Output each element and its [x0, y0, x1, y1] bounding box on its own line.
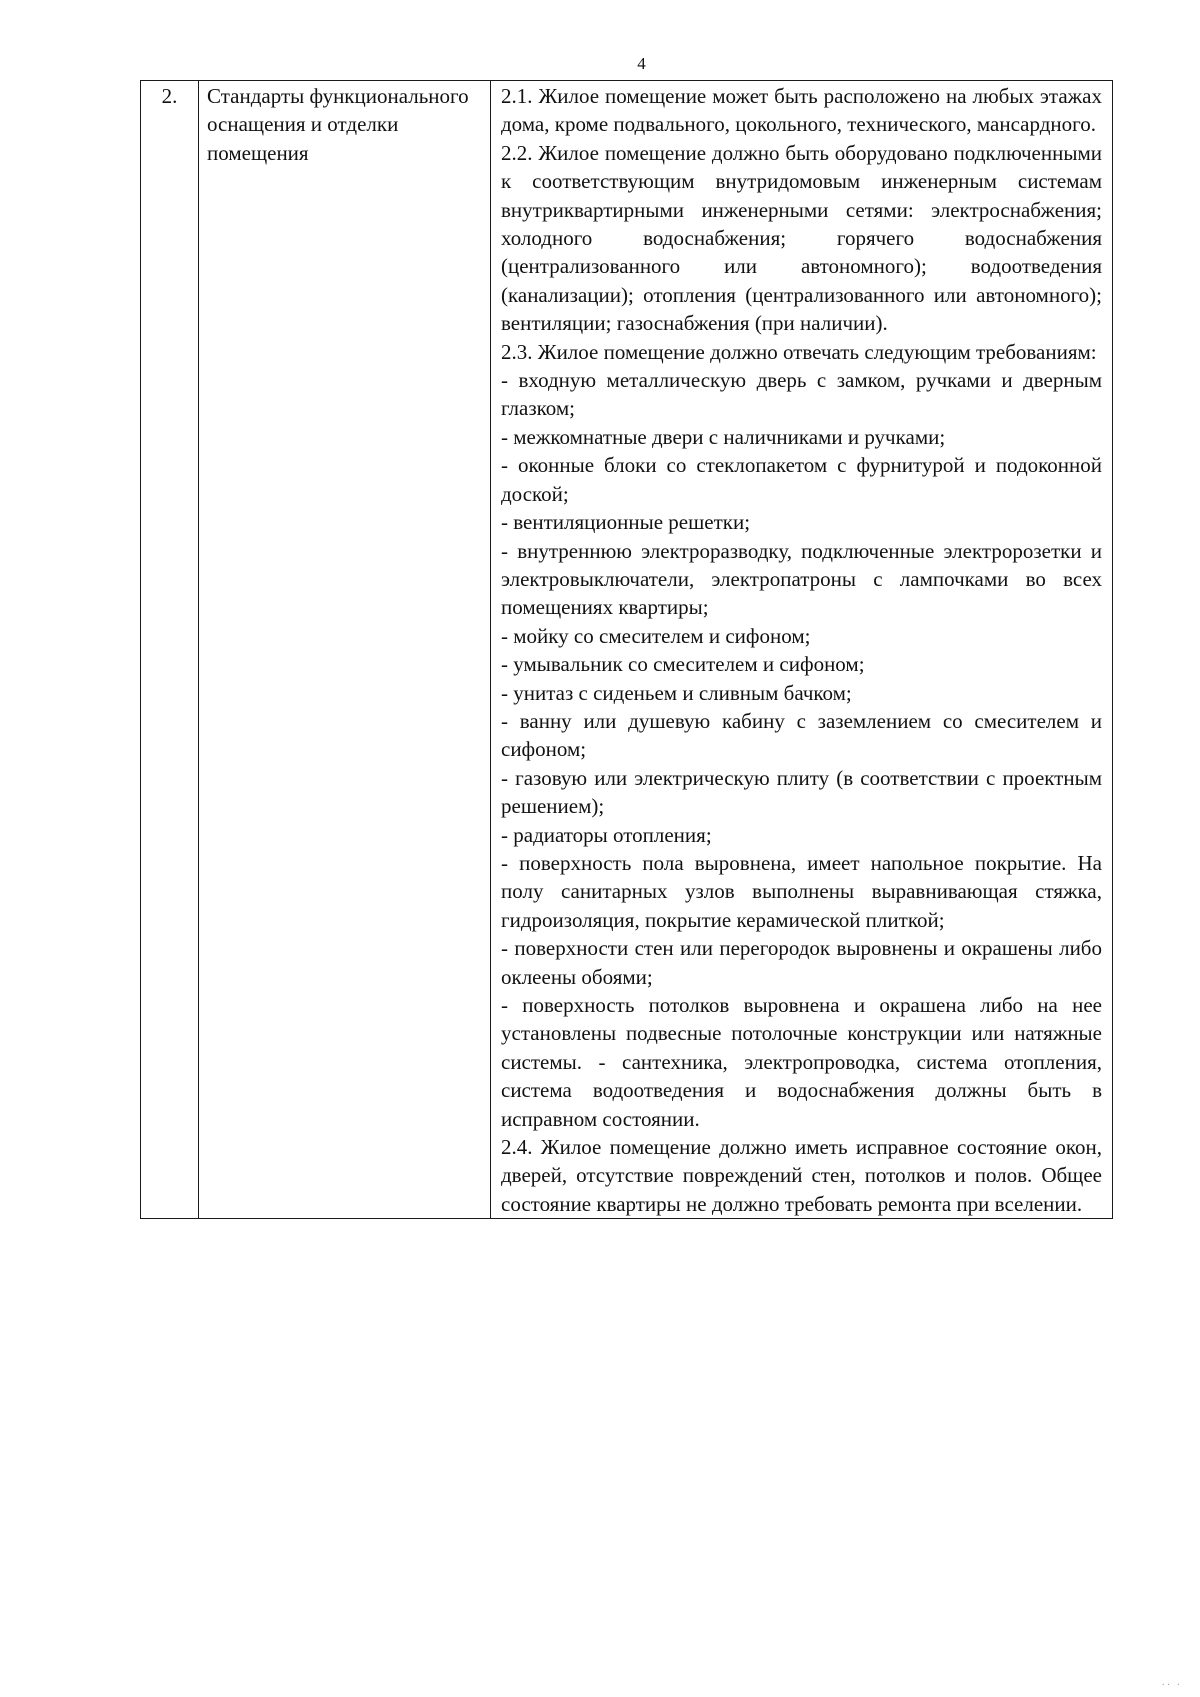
list-item: - оконные блоки со стеклопакетом с фурнитурой и подоконной доской;	[501, 453, 1102, 506]
row-content	[491, 81, 1113, 1219]
list-item: - внутреннюю электроразводку, подключенные электророзетки и электровыключатели, электропатроны с лампочками во всех помещениях квартиры;	[501, 538, 1102, 620]
paragraph-2-3: 2.3. Жилое помещение должно отвечать следующим требованиям:	[501, 339, 1097, 364]
list-item: - входную металлическую дверь с замком, ручками и дверным глазком;	[501, 368, 1102, 421]
list-item: - поверхности стен или перегородок выровнены и окрашены либо оклеены обоями;	[501, 936, 1102, 989]
list-item: - унитаз с сиденьем и сливным бачком;	[501, 680, 852, 705]
row-number: 2.	[141, 81, 199, 1219]
list-item: - поверхность пола выровнена, имеет напольное покрытие. На полу санитарных узлов выполнены выравнивающая стяжка, гидроизоляция, покрытие керамической плиткой;	[501, 850, 1102, 932]
list-item: - межкомнатные двери с наличниками и ручками;	[501, 424, 946, 449]
table-row	[141, 81, 1113, 1219]
list-item: - газовую или электрическую плиту (в соответствии с проектным решением);	[501, 765, 1102, 819]
list-item: - мойку со смесителем и сифоном;	[501, 623, 811, 648]
list-item: - радиаторы отопления;	[501, 822, 712, 847]
paragraph-2-2: 2.2. Жилое помещение должно быть оборудовано подключенными к соответствующим внутридомовым инженерным системам внутриквартирными инженерными сетями: электроснабжения; холодного водоснабжения; горячего водоснабжения (централизованного или автономного); водоотведения (канализации); отопления (централизованного или автономного); вентиляции; газоснабжения (при наличии).	[501, 140, 1102, 336]
page-number: 4	[637, 54, 646, 73]
paragraph-2-1: 2.1. Жилое помещение может быть расположено на любых этажах дома, кроме подвального, цокольного, технического, мансардного.	[501, 84, 1102, 137]
list-item: - поверхность потолков выровнена и окрашена либо на нее установлены подвесные потолочные конструкции или натяжные системы. - сантехника, электропроводка, система отопления, система водоотведения и водоснабжения должны быть в исправном состоянии.	[501, 993, 1102, 1131]
row-title: Стандарты функционального оснащения и отделки помещения	[199, 81, 491, 1219]
list-item: - умывальник со смесителем и сифоном;	[501, 652, 865, 677]
scan-artifact: ·· ·	[1161, 1680, 1182, 1691]
paragraph-2-4: 2.4. Жилое помещение должно иметь исправное состояние окон, дверей, отсутствие повреждений стен, потолков и полов. Общее состояние квартиры не должно требовать ремонта при вселении.	[501, 1135, 1102, 1216]
list-item: - ванну или душевую кабину с заземлением со смесителем и сифоном;	[501, 708, 1102, 762]
standards-table	[140, 80, 1113, 1219]
list-item: - вентиляционные решетки;	[501, 510, 751, 535]
